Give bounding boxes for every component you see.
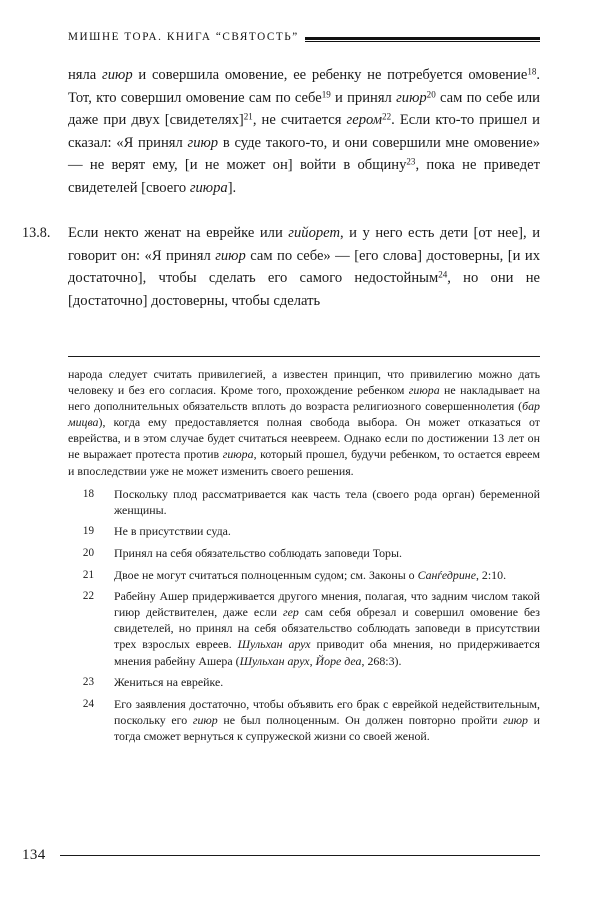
footnote-area xyxy=(68,356,540,749)
footnote-number: 21 xyxy=(82,568,94,581)
footnote-number: 24 xyxy=(82,697,94,710)
footnote-item xyxy=(68,545,540,561)
footnote-item xyxy=(68,696,540,744)
footnote-number: 18 xyxy=(82,487,94,500)
footnote-text: Принял на себя обязательство соблюдать заповеди Торы. xyxy=(114,545,402,560)
section-13-8 xyxy=(22,222,540,312)
running-header xyxy=(68,22,540,44)
running-header-title: МИШНЕ ТОРА. КНИГА “СВЯТОСТЬ” xyxy=(68,30,299,43)
page-footer xyxy=(22,847,540,864)
footnote-continued-text: народа следует считать привилегией, а известен принцип, что привилегию можно дать человеку и без его согласия. Кроме того, прохождение ребенком гиюра не накладывает на него дополнительных обязательств вплоть до возраста религиозного совершеннолетия (бар мицва), когда ему предоставляется полная свобода выбора. Он может отказаться от еврейства, и в этом случае будет считаться неевреем. Однако если по достижении 13 лет он не выражает протеста против гиюра, который прошел, будучи ребенком, то остается евреем и впоследствии уже не может изменить своего решения. xyxy=(68,367,540,478)
body-paragraph-continued: няла гиюр и совершила омовение, ее ребенку не потребуется омовение$^{18}$. Тот, кто совершил омовение сам по себе$^{19}$ и принял гиюр$^{20}$ сам по себе или даже при двух [свидетелях]$^{21}$, не считается гером$^{22}$. Если кто-то пришел и сказал: «Я принял гиюр в суде такого-то, и они совершили мне омовение» — не верят ему, [и не может он] войти в общину$^{23}$, пока не приведет свидетелей [своего гиюра]. xyxy=(68,66,541,196)
footnote-list xyxy=(68,486,540,744)
section-body-text: Если некто женат на еврейке или гийорет, и у него есть дети [от нее], и говорит он: «Я принял гиюр сам по себе» — [его слова] достоверны, [и их достаточно], чтобы сделать его самого недостойным$^{24}$, но они не [достаточно] достоверны, чтобы сделать xyxy=(68,225,541,309)
footnote-item xyxy=(68,523,540,539)
footnote-item xyxy=(68,567,540,583)
footnote-text: Жениться на еврейке. xyxy=(114,675,224,690)
footnote-number: 23 xyxy=(82,676,94,689)
footnote-number: 20 xyxy=(82,546,94,559)
footnote-number: 22 xyxy=(82,590,94,603)
footnote-item xyxy=(68,486,540,518)
header-double-rule xyxy=(305,37,540,42)
footer-rule xyxy=(60,855,540,856)
footnote-number: 19 xyxy=(82,525,94,538)
footnote-text: Его заявления достаточно, чтобы объявить его брак с еврейкой недействительным, поскольку его гиюр не был полноценным. Он должен повторно пройти гиюр и тогда сможет вернуться к супружеской жизни со своей женой. xyxy=(114,696,540,743)
footnote-item xyxy=(68,588,540,668)
footnote-separator-rule xyxy=(68,356,540,357)
footnote-text: Поскольку плод рассматривается как часть тела (своего рода орган) беременной женщины. xyxy=(114,486,540,517)
footnote-text: Рабейну Ашер придерживается другого мнения, полагая, что задним числом такой гиюр действителен, даже если гер сам себя обрезал и совершил омовение без свидетелей, но принял на себя обязательство соблюдать заповеди в присутствии трех взрослых евреев. Шульхан арух приводит оба мнения, но придерживается мнения рабейну Ашера (Шульхан арух, Йоре деа, 268:3). xyxy=(114,589,541,668)
footnote-text: Не в присутствии суда. xyxy=(114,524,231,539)
footnote-item xyxy=(68,674,540,690)
footnote-text: Двое не могут считаться полноценным судом; см. Законы о Санѓедрине, 2:10. xyxy=(114,567,507,582)
section-number: 13.8. xyxy=(22,225,51,241)
page-number: 134 xyxy=(22,847,46,863)
